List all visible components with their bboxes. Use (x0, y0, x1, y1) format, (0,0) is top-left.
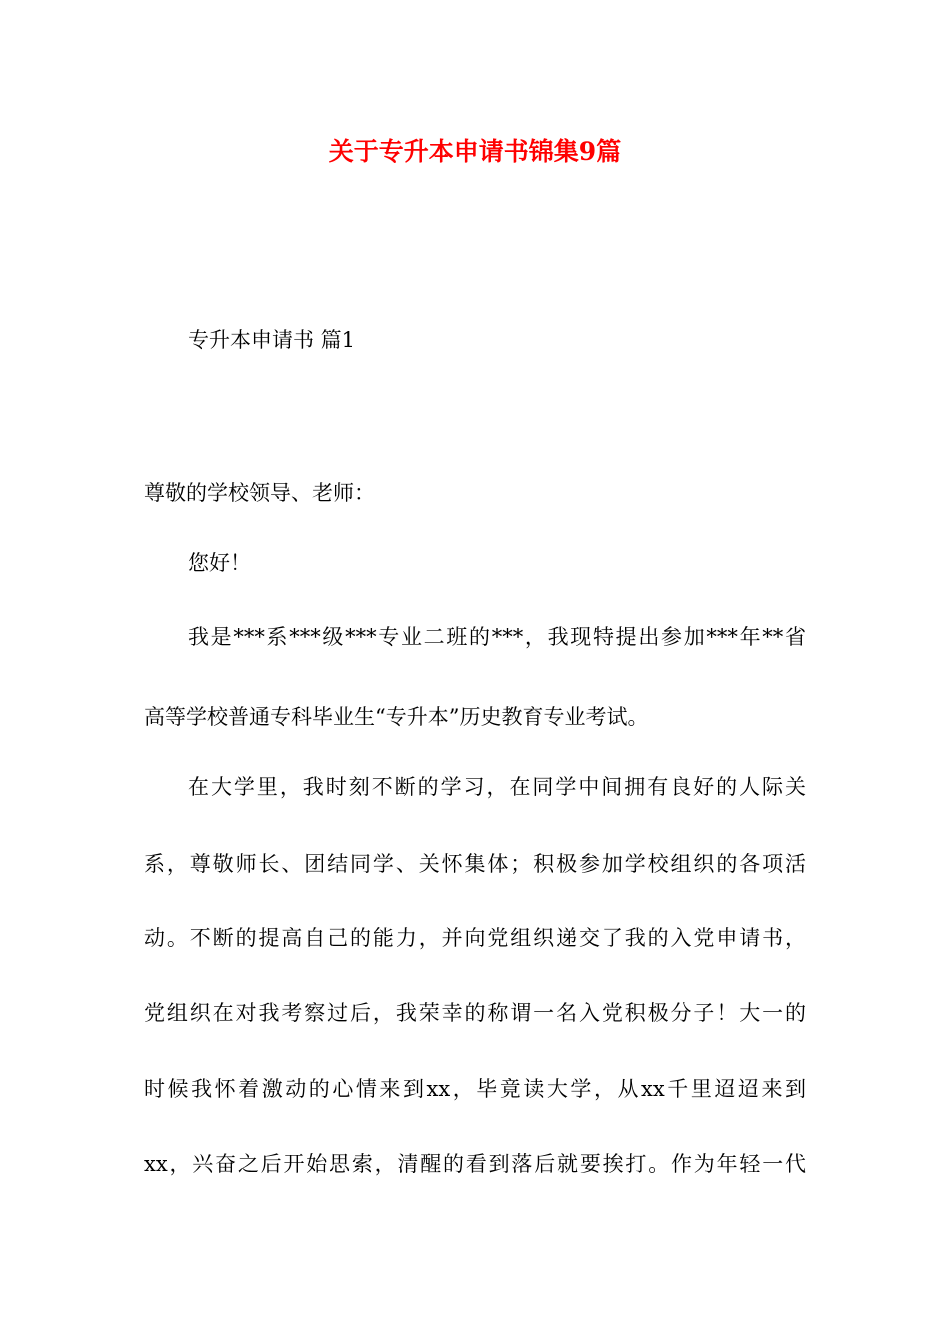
salutation: 尊敬的学校领导、老师： (144, 481, 375, 505)
paragraph-line: 时候我怀着激动的心情来到xx，毕竟读大学，从xx千里迢迢来到 (144, 1077, 806, 1101)
paragraph-line: xx，兴奋之后开始思索，清醒的看到落后就要挨打。作为年轻一代 (144, 1152, 806, 1176)
paragraph-line: 在大学里，我时刻不断的学习，在同学中间拥有良好的人际关 (188, 775, 806, 799)
greeting: 您好！ (188, 551, 251, 575)
paragraph-line: 我是***系***级***专业二班的***，我现特提出参加***年**省 (188, 625, 806, 649)
paragraph-line: 高等学校普通专科毕业生“专升本”历史教育专业考试。 (144, 705, 649, 729)
paragraph-line: 动。不断的提高自己的能力，并向党组织递交了我的入党申请书， (144, 926, 806, 950)
paragraph-line: 党组织在对我考察过后，我荣幸的称谓一名入党积极分子！大一的 (144, 1001, 806, 1025)
document-title: 关于专升本申请书锦集9篇 (328, 137, 622, 166)
paragraph-line: 系，尊敬师长、团结同学、关怀集体；积极参加学校组织的各项活 (144, 852, 806, 876)
section-heading: 专升本申请书 篇1 (188, 328, 356, 352)
